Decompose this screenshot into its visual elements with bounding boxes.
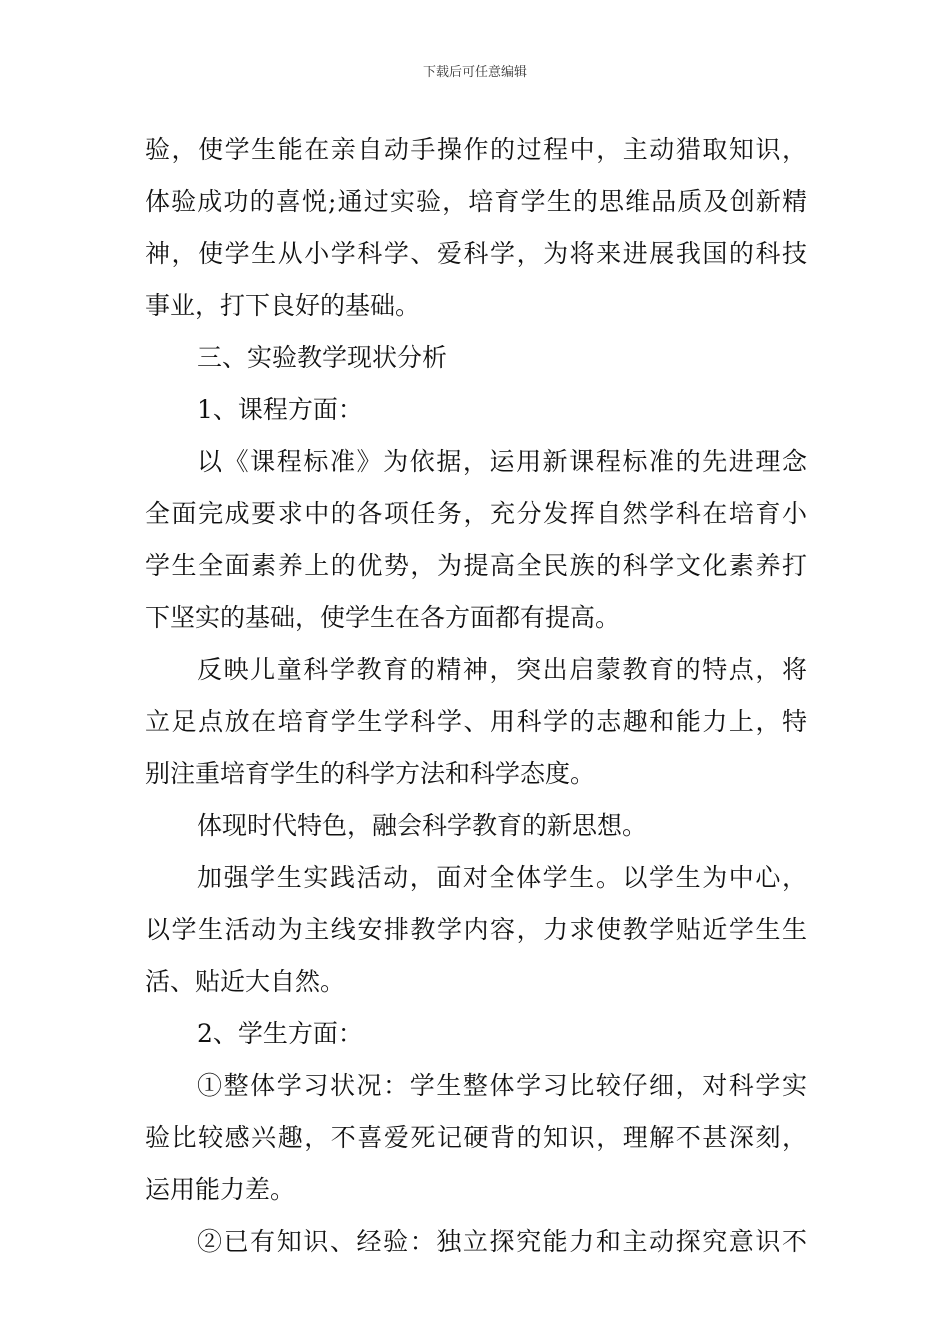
document-body (145, 124, 807, 1268)
text-line: 运用能力差。 (145, 1175, 296, 1204)
text-line: 加强学生实践活动，面对全体学生。以学生为中心， (197, 863, 807, 892)
text-line: 验，使学生能在亲自动手操作的过程中，主动猎取知识， (145, 135, 807, 164)
text-line: 体验成功的喜悦;通过实验，培育学生的思维品质及创新精 (145, 187, 807, 216)
text-line: 神，使学生从小学科学、爱科学，为将来进展我国的科技 (145, 239, 807, 268)
text-line: 立足点放在培育学生学科学、用科学的志趣和能力上，特 (145, 707, 807, 736)
text-line: 反映儿童科学教育的精神，突出启蒙教育的特点，将 (197, 655, 807, 684)
text-line: ①整体学习状况：学生整体学习比较仔细，对科学实 (197, 1071, 807, 1100)
text-line: 体现时代特色，融会科学教育的新思想。 (197, 811, 648, 840)
text-line: 下坚实的基础，使学生在各方面都有提高。 (145, 603, 621, 632)
text-line: 验比较感兴趣，不喜爱死记硬背的知识，理解不甚深刻， (145, 1123, 807, 1152)
page-header-note: 下载后可任意编辑 (422, 65, 527, 80)
text-line: 以《课程标准》为依据，运用新课程标准的先进理念 (197, 447, 807, 476)
text-line: 别注重培育学生的科学方法和科学态度。 (145, 759, 596, 788)
subsection-heading: 2、学生方面： (197, 1019, 363, 1048)
text-line: ②已有知识、经验：独立探究能力和主动探究意识不 (197, 1227, 807, 1256)
text-line: 全面完成要求中的各项任务，充分发挥自然学科在培育小 (145, 499, 807, 528)
subsection-heading: 1、课程方面： (197, 395, 363, 424)
section-heading: 三、实验教学现状分析 (197, 343, 448, 372)
text-line: 学生全面素养上的优势，为提高全民族的科学文化素养打 (145, 551, 807, 580)
text-line: 事业，打下良好的基础。 (145, 291, 421, 320)
text-line: 活、贴近大自然。 (145, 967, 346, 996)
text-line: 以学生活动为主线安排教学内容，力求使教学贴近学生生 (145, 915, 807, 944)
